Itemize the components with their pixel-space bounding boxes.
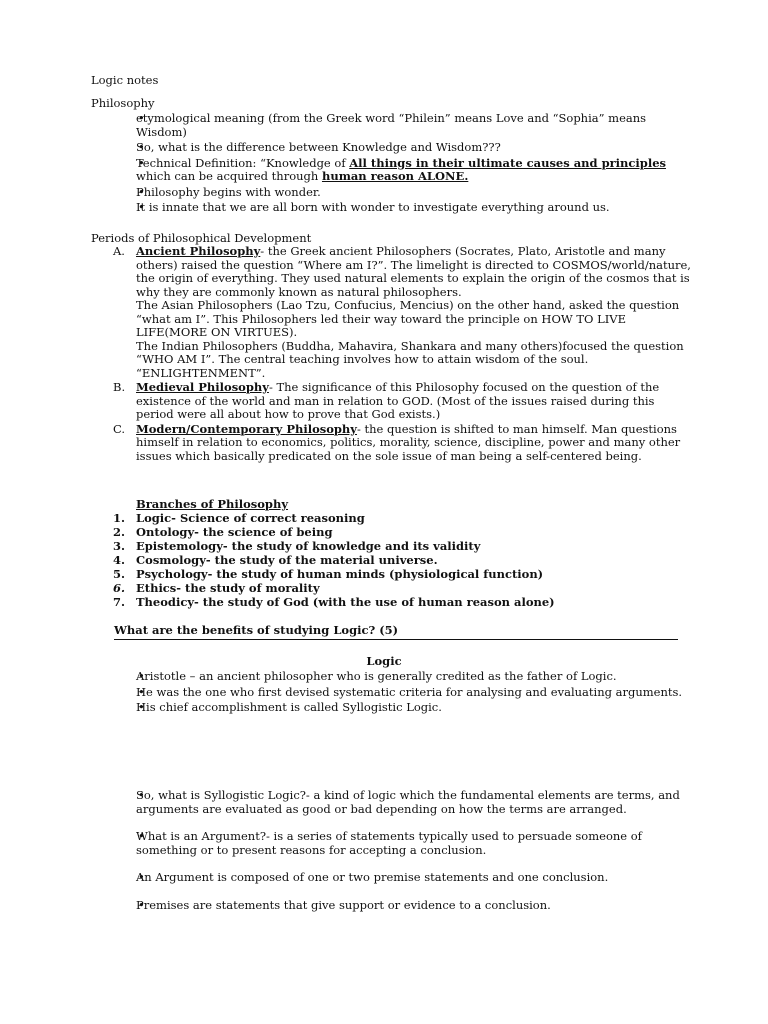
period-head: Ancient Philosophy xyxy=(136,244,261,258)
list-item: • So, what is Syllogistic Logic?- a kind of logic which the fundamental elements are terms, and arguments are evaluated as good or bad depending on how the terms are arranged. xyxy=(91,789,691,816)
period-marker: A. xyxy=(113,244,125,258)
list-item: • His chief accomplishment is called Syllogistic Logic. xyxy=(91,701,691,715)
list-item: • Aristotle – an ancient philosopher who is generally credited as the father of Logic. xyxy=(91,670,691,684)
branch-text: Ontology- the science of being xyxy=(136,525,333,539)
list-item xyxy=(91,157,691,184)
period-text: - The significance of this Philosophy focused on the question of the existence of the world and man in relation to GOD. (Most of the issues raised during this period were all about how to prove that God exists.) xyxy=(136,380,660,421)
branches-heading: Branches of Philosophy xyxy=(136,497,289,511)
branch-text: Cosmology- the study of the material universe. xyxy=(136,553,438,567)
list-item xyxy=(91,512,691,526)
branch-text: Logic- Science of correct reasoning xyxy=(136,511,365,525)
period-marker: C. xyxy=(113,421,126,436)
list-item xyxy=(91,526,691,540)
logic-list-2 xyxy=(91,789,691,926)
branch-text: Epistemology- the study of knowledge and its validity xyxy=(136,539,481,553)
period-head: Medieval Philosophy xyxy=(136,380,269,394)
branch-text: Ethics- the study of morality xyxy=(136,581,320,595)
list-item xyxy=(91,596,691,610)
list-item: • Premises are statements that give support or evidence to a conclusion. xyxy=(91,899,691,913)
technical-middle: which can be acquired through xyxy=(136,169,322,183)
branch-number: 6. xyxy=(113,581,126,595)
technical-emphasis-1: All things in their ultimate causes and principles xyxy=(349,155,666,170)
philosophy-list xyxy=(91,112,691,217)
philosophy-heading: Philosophy xyxy=(91,96,155,110)
period-marker: B. xyxy=(113,380,126,394)
periods-list xyxy=(91,245,691,464)
list-item xyxy=(91,554,691,568)
list-item xyxy=(91,568,691,582)
period-extra: The Asian Philosophers (Lao Tzu, Confucius, Mencius) on the other hand, asked the question “what am I”. This Philosophers led their way toward the principle on HOW TO LIVE LIFE(MORE ON VIRTUES). xyxy=(136,298,680,339)
list-item: • etymological meaning (from the Greek word “Philein” means Love and “Sophia” means Wisdom) xyxy=(91,112,691,139)
period-item-ancient xyxy=(91,245,691,380)
period-item-medieval xyxy=(91,381,691,422)
period-text: - the Greek ancient Philosophers (Socrates, Plato, Aristotle and many others) raised the question “Where am I?”. The limelight is directed to COSMOS/world/nature, the origin of everything. They used natural elements to explain the origin of the cosmos that is why they are commonly known as natural philosophers. xyxy=(136,244,691,299)
branch-number: 2. xyxy=(113,525,126,539)
period-text: - the question is shifted to man himself. Man questions himself in relation to economics, politics, morality, science, discipline, power and many other issues which basically predicated on the sole issue of man being a self-centered being. xyxy=(136,421,681,463)
list-item: • So, what is the difference between Knowledge and Wisdom??? xyxy=(91,141,691,155)
list-item: • An Argument is composed of one or two premise statements and one conclusion. xyxy=(91,871,691,885)
list-item xyxy=(91,540,691,554)
technical-emphasis-2: human reason ALONE. xyxy=(321,169,469,183)
branch-number: 1. xyxy=(113,511,126,525)
branches-list xyxy=(91,512,691,610)
list-item: • It is innate that we are all born with wonder to investigate everything around us. xyxy=(91,201,691,215)
logic-heading: Logic xyxy=(366,654,402,668)
branch-number: 3. xyxy=(113,539,126,553)
horizontal-rule xyxy=(114,639,678,640)
branch-text: Theodicy- the study of God (with the use of human reason alone) xyxy=(136,595,555,609)
period-extra: The Indian Philosophers (Buddha, Mahavira, Shankara and many others)focused the question “WHO AM I”. The central teaching involves how to attain wisdom of the soul. “ENLIGHTENMENT”. xyxy=(136,338,684,380)
branch-number: 4. xyxy=(113,553,126,567)
list-item: • He was the one who first devised systematic criteria for analysing and evaluating arguments. xyxy=(91,686,691,700)
list-item: • What is an Argument?- is a series of statements typically used to persuade someone of something or to present reasons for accepting a conclusion. xyxy=(91,830,691,857)
list-item: • Philosophy begins with wonder. xyxy=(91,186,691,200)
logic-list xyxy=(91,670,691,717)
branch-number: 5. xyxy=(113,567,126,581)
branch-number: 7. xyxy=(113,595,126,609)
document-title: Logic notes xyxy=(91,73,159,87)
list-item xyxy=(91,582,691,596)
branch-text: Psychology- the study of human minds (physiological function) xyxy=(136,567,544,581)
period-head: Modern/Contemporary Philosophy xyxy=(136,421,357,436)
logic-question: What are the benefits of studying Logic? (5) xyxy=(114,623,399,637)
technical-prefix: Technical Definition: “Knowledge of xyxy=(136,155,350,170)
periods-heading: Periods of Philosophical Development xyxy=(91,231,312,245)
period-item-modern xyxy=(91,423,691,464)
